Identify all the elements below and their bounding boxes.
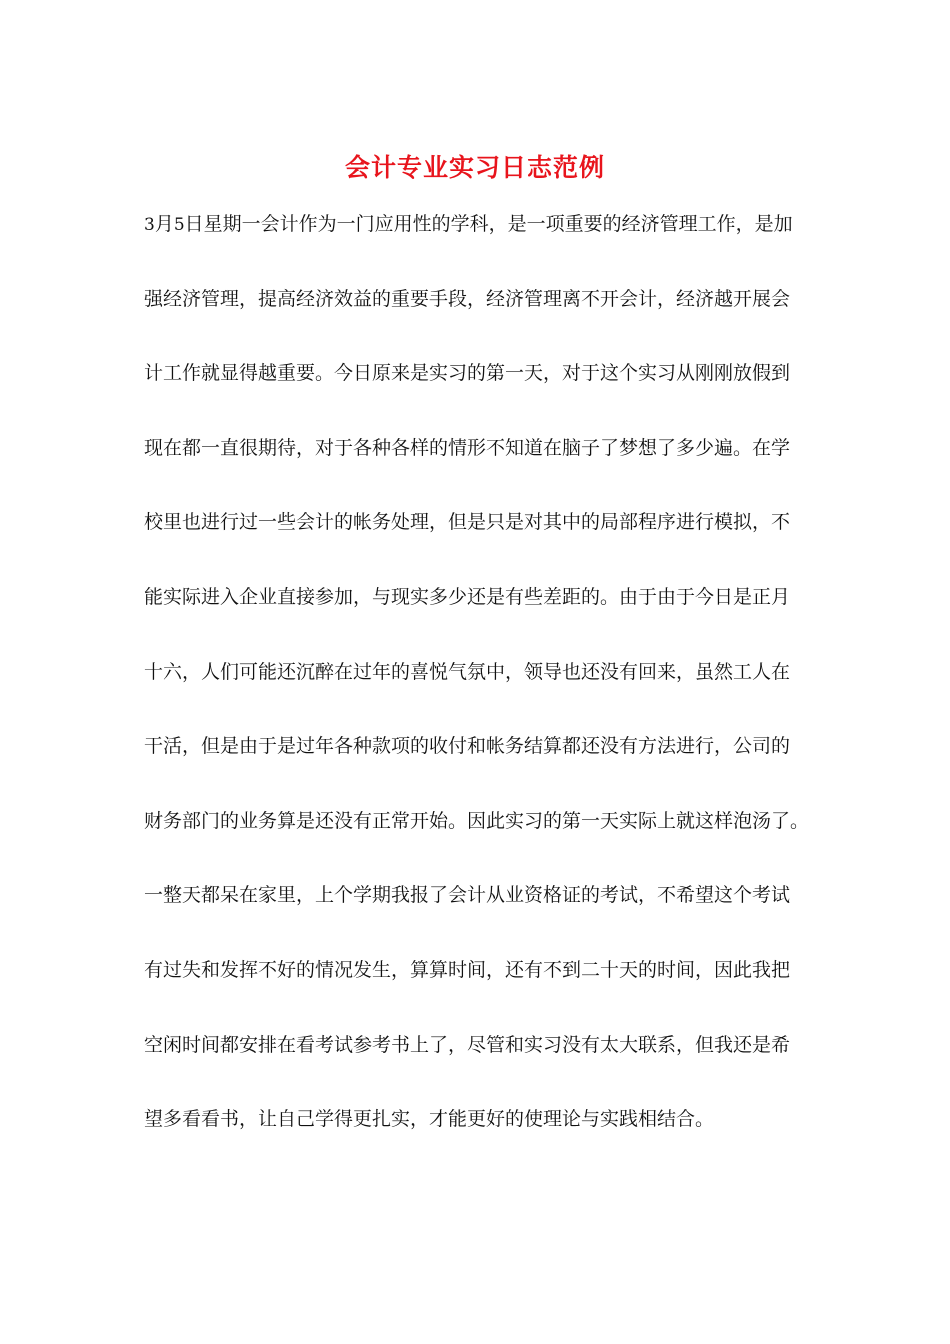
body-line-7: 十六，人们可能还沉醉在过年的喜悦气氛中，领导也还没有回来，虽然工人在 xyxy=(144,660,791,683)
body-line-12: 空闲时间都安排在看考试参考书上了，尽管和实习没有太大联系，但我还是希 xyxy=(144,1033,791,1056)
body-line-8: 干活，但是由于是过年各种款项的收付和帐务结算都还没有方法进行，公司的 xyxy=(144,735,791,758)
body-line-13: 望多看看书，让自己学得更扎实，才能更好的使理论与实践相结合。 xyxy=(144,1108,715,1131)
body-line-9: 财务部门的业务算是还没有正常开始。因此实习的第一天实际上就这样泡汤了。 xyxy=(144,809,810,832)
body-line-4: 现在都一直很期待，对于各种各样的情形不知道在脑子了梦想了多少遍。在学 xyxy=(144,436,791,459)
document-title: 会计专业实习日志范例 xyxy=(344,153,605,182)
body-line-5: 校里也进行过一些会计的帐务处理，但是只是对其中的局部程序进行模拟，不 xyxy=(144,511,791,534)
body-line-1 xyxy=(144,202,814,277)
body-line-3: 计工作就显得越重要。今日原来是实习的第一天，对于这个实习从刚刚放假到 xyxy=(144,362,791,385)
date-month-char: 月 xyxy=(154,213,174,235)
first-line-text: 日星期一会计作为一门应用性的学科，是一项重要的经济管理工作，是加 xyxy=(184,213,793,235)
date-day-number: 5 xyxy=(173,215,185,235)
date-month-number: 3 xyxy=(144,215,155,235)
body-line-2: 强经济管理，提高经济效益的重要手段，经济管理离不开会计，经济越开展会 xyxy=(144,287,791,310)
body-line-6: 能实际进入企业直接参加，与现实多少还是有些差距的。由于由于今日是正月 xyxy=(144,585,791,608)
body-line-10: 一整天都呆在家里，上个学期我报了会计从业资格证的考试，不希望这个考试 xyxy=(144,884,791,907)
document-body xyxy=(144,202,814,1172)
body-line-11: 有过失和发挥不好的情况发生，算算时间，还有不到二十天的时间，因此我把 xyxy=(144,958,791,981)
